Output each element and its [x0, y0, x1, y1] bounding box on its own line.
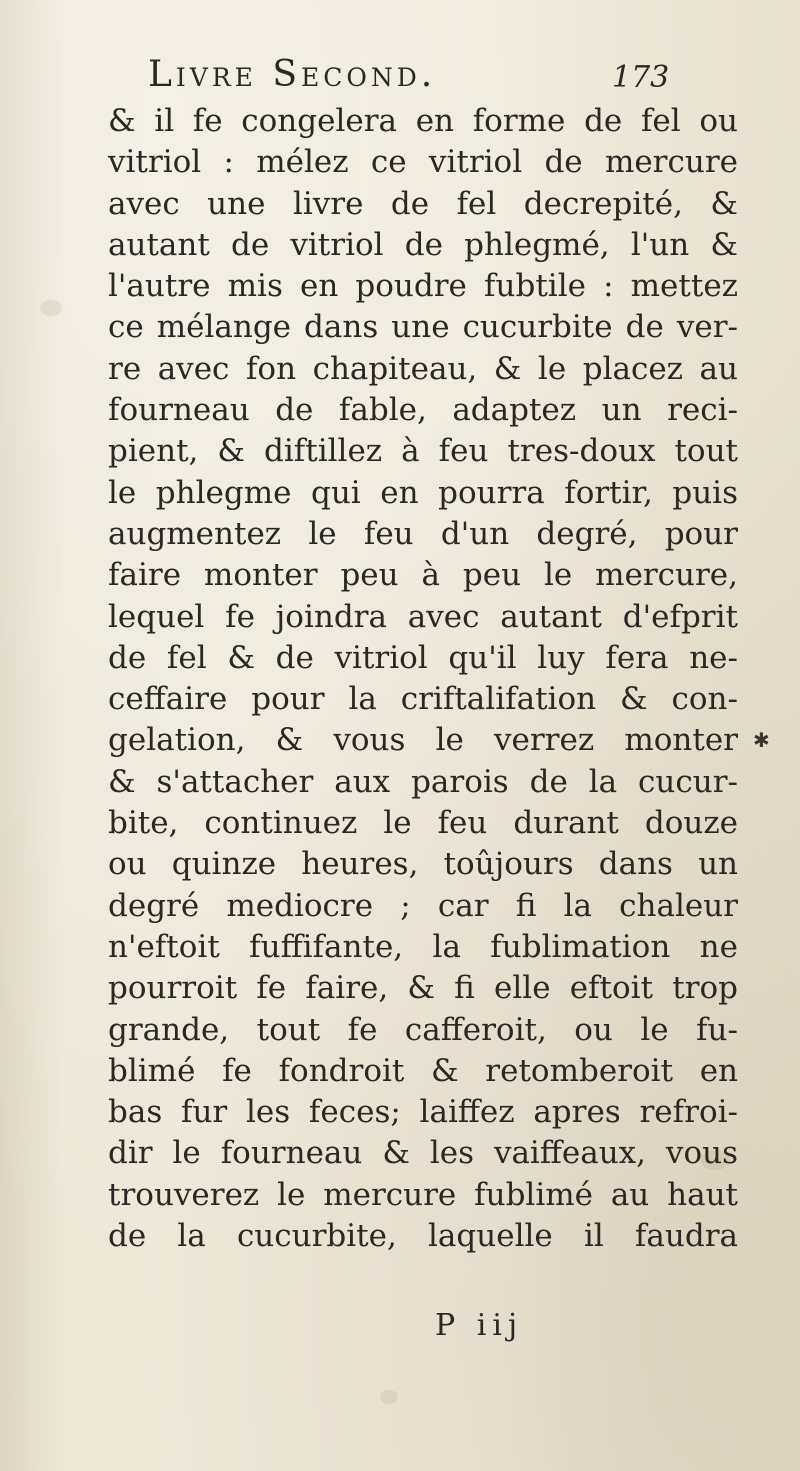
text-line: vitriol : mélez ce vitriol de mercure — [108, 144, 738, 181]
text-line: augmentez le feu d'un degré, pour — [108, 515, 738, 552]
ink-mark: ✱ — [753, 728, 770, 752]
text-line: ou quinze heures, toûjours dans un — [108, 846, 738, 883]
text-line: grande, tout fe cafferoit, ou le fu- — [108, 1011, 738, 1048]
text-line: le phlegme qui en pourra fortir, puis — [108, 474, 738, 511]
text-line: de la cucurbite, laquelle il faudra — [108, 1218, 738, 1255]
text-line: gelation, & vous le verrez monter — [108, 722, 738, 759]
text-line: l'autre mis en poudre fubtile : mettez — [108, 268, 738, 305]
running-head: Livre Second. — [148, 54, 437, 95]
text-line: blimé fe fondroit & retomberoit en — [108, 1052, 738, 1089]
text-line: lequel fe joindra avec autant d'efprit — [108, 598, 738, 635]
body-text — [108, 101, 738, 1257]
text-line: ceffaire pour la criftalifation & con- — [108, 681, 738, 718]
text-line: faire monter peu à peu le mercure, — [108, 557, 738, 594]
text-line: ce mélange dans une cucurbite de ver- — [108, 309, 738, 346]
text-line: degré mediocre ; car fi la chaleur — [108, 887, 738, 924]
text-line: re avec fon chapiteau, & le placez au — [108, 350, 738, 387]
text-line: bas fur les feces; laiffez apres refroi- — [108, 1094, 738, 1131]
text-line: & s'attacher aux parois de la cucur- — [108, 763, 738, 800]
text-line: pient, & diftillez à feu tres-doux tout — [108, 433, 738, 470]
text-line: bite, continuez le feu durant douze — [108, 805, 738, 842]
text-line: avec une livre de fel decrepité, & — [108, 185, 738, 222]
catchword: P iij — [435, 1308, 524, 1343]
page-number: 173 — [612, 60, 670, 95]
text-line: dir le fourneau & les vaiffeaux, vous — [108, 1135, 738, 1172]
page-header — [0, 50, 800, 100]
text-line: fourneau de fable, adaptez un reci- — [108, 392, 738, 429]
paper-stain — [40, 300, 62, 316]
text-line: de fel & de vitriol qu'il luy fera ne- — [108, 639, 738, 676]
text-line: pourroit fe faire, & fi elle eftoit trop — [108, 970, 738, 1007]
text-line: n'eftoit fuffifante, la fublimation ne — [108, 928, 738, 965]
text-line: autant de vitriol de phlegmé, l'un & — [108, 226, 738, 263]
paper-stain — [380, 1390, 398, 1404]
text-line: trouverez le mercure fublimé au haut — [108, 1176, 738, 1213]
text-line: & il fe congelera en forme de fel ou — [108, 103, 738, 139]
